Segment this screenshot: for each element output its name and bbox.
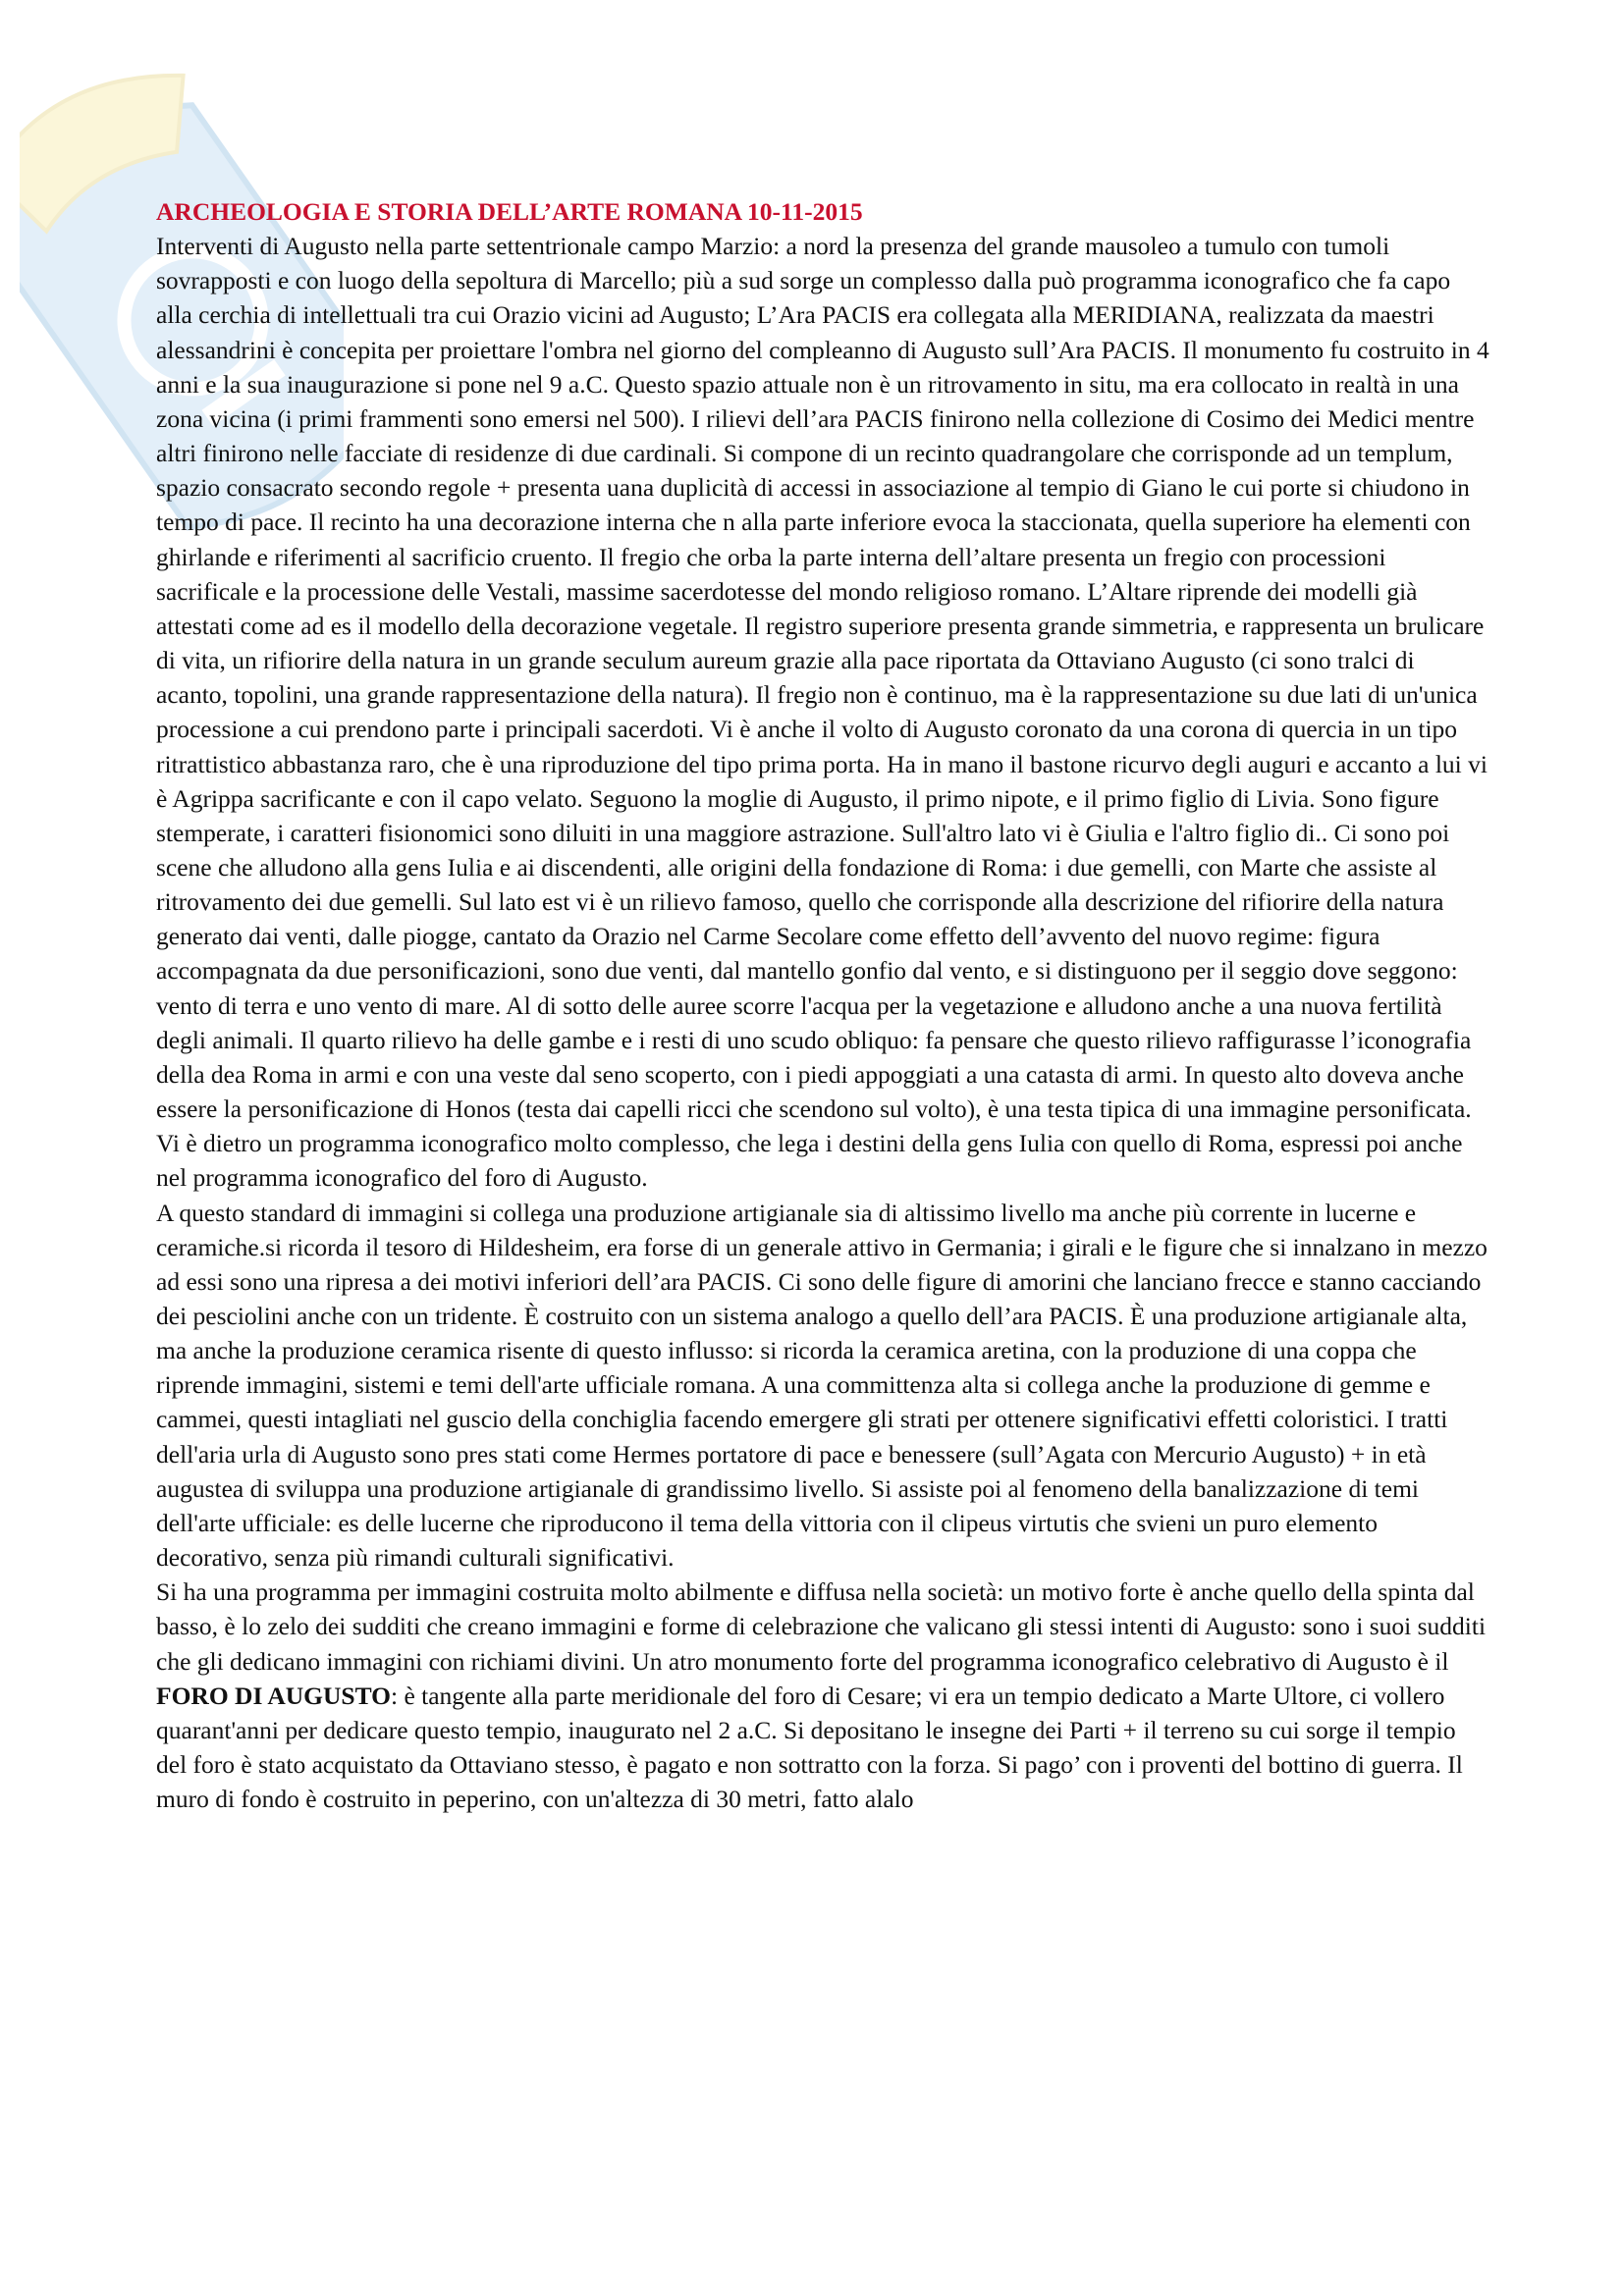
paragraph-artisan-production: A questo standard di immagini si collega una produzione artigianale sia di altissimo livello ma anche più corrente in lucerne e ceramiche.si ricorda il tesoro di Hildesheim, era forse di un generale attivo in Germania; i girali e le figure che si innalzano in mezzo ad essi sono una ripresa a dei motivi inferiori dell’ara PACIS. Ci sono delle figure di amorini che lanciano frecce e stanno cacciando dei pesciolini anche con un tridente. È costruito con un sistema analogo a quello dell’ara PACIS. È una produzione artigianale alta, ma anche la produzione ceramica risente di questo influsso: si ricorda la ceramica aretina, con la produzione di una coppa che riprende immagini, sistemi e temi dell'arte ufficiale romana. A una committenza alta si collega anche la produzione di gemme e cammei, questi intagliati nel guscio della conchiglia facendo emergere gli strati per ottenere significativi effetti coloristici. I tratti dell'aria urla di Augusto sono pres stati come Hermes portatore di pace e benessere (sull’Agata con Mercurio Augusto) + in età augustea di sviluppa una produzione artigianale di grandissimo livello. Si assiste poi al fenomeno della banalizzazione di temi dell'arte ufficiale: es delle lucerne che riproducono il tema della vittoria con il clipeus virtutis che svieni un puro elemento decorativo, senza più rimandi culturali significativi. (156, 1198, 1488, 1573)
foro-di-augusto-heading: FORO DI AUGUSTO (156, 1681, 391, 1710)
document-title: ARCHEOLOGIA E STORIA DELL’ARTE ROMANA 10-11-2015 (156, 197, 863, 226)
document-page (156, 194, 1491, 1816)
paragraph-ara-pacis: Interventi di Augusto nella parte settentrionale campo Marzio: a nord la presenza del grande mausoleo a tumulo con tumoli sovrapposti e con luogo della sepoltura di Marcello; più a sud sorge un complesso dalla può programma iconografico che fa capo alla cerchia di intellettuali tra cui Orazio vicini ad Augusto; L’Ara PACIS era collegata alla MERIDIANA, realizzata da maestri alessandrini è concepita per proiettare l'ombra nel giorno del compleanno di Augusto sull’Ara PACIS. Il monumento fu costruito in 4 anni e la sua inaugurazione si pone nel 9 a.C. Questo spazio attuale non è un ritrovamento in situ, ma era collocato in realtà in una zona vicina (i primi frammenti sono emersi nel 500). I rilievi dell’ara PACIS finirono nella collezione di Cosimo dei Medici mentre altri finirono nelle facciate di residenze di due cardinali. Si compone di un recinto quadrangolare che corrisponde ad un templum, spazio consacrato secondo regole + presenta uana duplicità di accessi in associazione al tempio di Giano le cui porte si chiudono in tempo di pace. Il recinto ha una decorazione interna che n alla parte inferiore evoca la staccionata, quella superiore ha elementi con ghirlande e riferimenti al sacrificio cruento. Il fregio che orba la parte interna dell’altare presenta un fregio con processioni sacrificale e la processione delle Vestali, massime sacerdotesse del mondo religioso romano. L’Altare riprende dei modelli già attestati come ad es il modello della decorazione vegetale. Il registro superiore presenta grande simmetria, e rappresenta un brulicare di vita, un rifiorire della natura in un grande seculum aureum grazie alla pace riportata da Ottaviano Augusto (ci sono tralci di acanto, topolini, una grande rappresentazione della natura). Il fregio non è continuo, ma è la rappresentazione su due lati di un'unica processione a cui prendono parte i principali sacerdoti. Vi è anche il volto di Augusto coronato da una corona di quercia in un tipo ritrattistico abbastanza raro, che è una riproduzione del tipo prima porta. Ha in mano il bastone ricurvo degli auguri e accanto a lui vi è Agrippa sacrificante e con il capo velato. Seguono la moglie di Augusto, il primo nipote, e il primo figlio di Livia. Sono figure stemperate, i caratteri fisionomici sono diluiti in una maggiore astrazione. Sull'altro lato vi è Giulia e l'altro figlio di.. Ci sono poi scene che alludono alla gens Iulia e ai discendenti, alle origini della fondazione di Roma: i due gemelli, con Marte che assiste al ritrovamento dei due gemelli. Sul lato est vi è un rilievo famoso, quello che corrisponde alla descrizione del rifiorire della natura generato dai venti, dalle piogge, cantato da Orazio nel Carme Secolare come effetto dell’avvento del nuovo regime: figura accompagnata da due personificazioni, sono due venti, dal mantello gonfio dal vento, e si distinguono per il seggio dove seggono: vento di terra e uno vento di mare. Al di sotto delle auree scorre l'acqua per la vegetazione e alludono anche a una nuova fertilità degli animali. Il quarto rilievo ha delle gambe e i resti di uno scudo obliquo: fa pensare che questo rilievo raffigurasse l’iconografia della dea Roma in armi e con una veste dal seno scoperto, con i piedi appoggiati a una catasta di armi. In questo alto doveva anche essere la personificazione di Honos (testa dai capelli ricci che scendono sul volto), è una testa tipica di una immagine personificata. Vi è dietro un programma iconografico molto complesso, che lega i destini della gens Iulia con quello di Roma, espressi poi anche nel programma iconografico del foro di Augusto. (156, 232, 1489, 1193)
paragraph-text-before: Si ha una programma per immagini costruita molto abilmente e diffusa nella società: un motivo forte è anche quello della spinta dal basso, è lo zelo dei sudditi che creano immagini e forme di celebrazione che valicano gli stessi intenti di Augusto: sono i suoi sudditi che gli dedicano immagini con richiami divini. Un atro monumento forte del programma iconografico celebrativo di Augusto è il (156, 1577, 1487, 1676)
paragraph-foro-di-augusto (156, 1575, 1491, 1816)
paragraph-text-after: : è tangente alla parte meridionale del foro di Cesare; vi era un tempio dedicato a Marte Ultore, ci vollero quarant'anni per dedicare questo tempio, inaugurato nel 2 a.C. Si depositano le insegne dei Parti + il terreno su cui sorge il tempio del foro è stato acquistato da Ottaviano stesso, è pagato e non sottratto con la forza. Si pago’ con i proventi del bottino di guerra. Il muro di fondo è costruito in peperino, con un'altezza di 30 metri, fatto alalo (156, 1681, 1463, 1814)
